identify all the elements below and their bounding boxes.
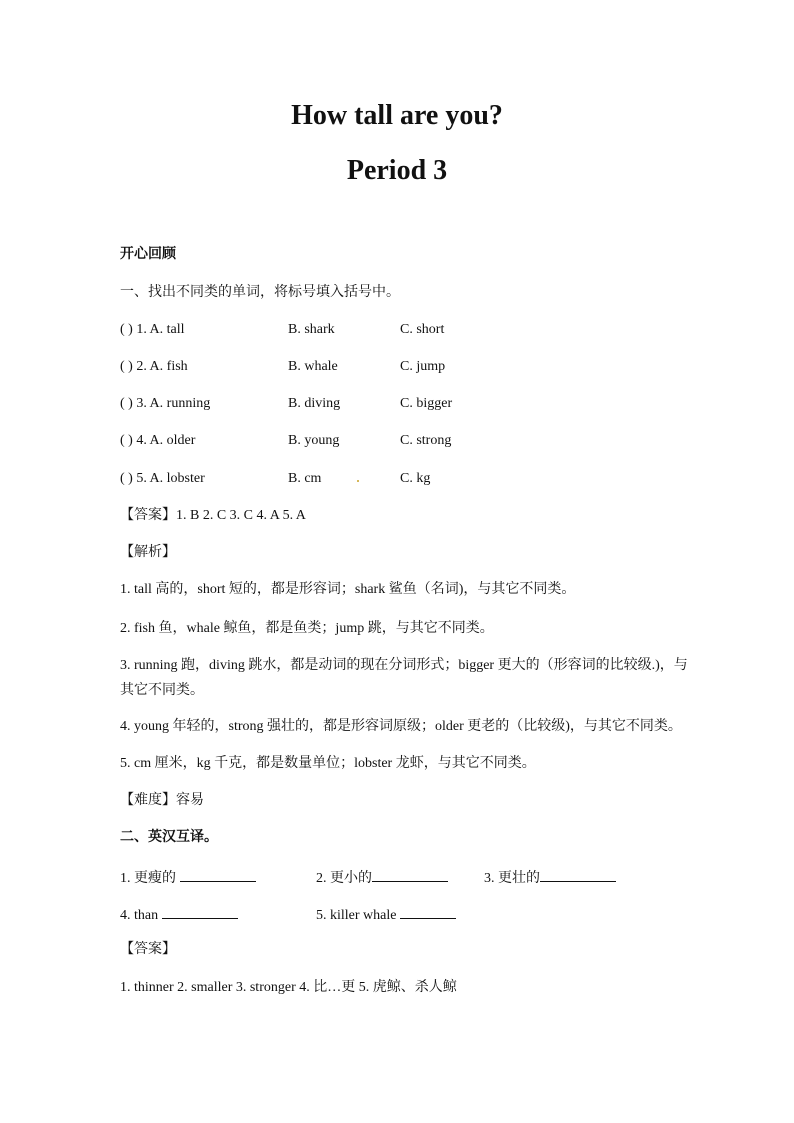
answer-2: 1. thinner 2. smaller 3. stronger 4. 比…更 5. 虎鲸、杀人鲸	[120, 980, 457, 995]
blank-line[interactable]	[162, 904, 238, 919]
translate-item-4: 4. than	[120, 904, 238, 925]
translate-item-1: 1. 更瘦的	[120, 867, 256, 888]
question-5-c: C. kg	[400, 471, 431, 486]
page-title: How tall are you?	[291, 100, 503, 131]
question-3-c: C. bigger	[400, 396, 453, 411]
answer-label-2: 【答案】	[120, 942, 176, 957]
question-2-c: C. jump	[400, 359, 446, 374]
blank-line[interactable]	[180, 867, 256, 882]
difficulty: 【难度】容易	[120, 793, 204, 808]
analysis-label: 【解析】	[120, 545, 176, 560]
question-3-b: B. diving	[288, 396, 341, 411]
blank-line[interactable]	[372, 867, 448, 882]
analysis-item-3: 3. running 跑，diving 跳水，都是动词的现在分词形式；bigger 更大的（形容词的比较级.)，与其它不同类。	[120, 658, 688, 698]
analysis-item-1: 1. tall 高的，short 短的，都是形容词；shark 鲨鱼（名词)，与其它不同类。	[120, 582, 576, 597]
question-1-c: C. short	[400, 322, 445, 337]
answer-1: 【答案】1. B 2. C 3. C 4. A 5. A	[120, 508, 306, 523]
analysis-item-2: 2. fish 鱼，whale 鲸鱼，都是鱼类；jump 跳，与其它不同类。	[120, 621, 494, 636]
analysis-item-4: 4. young 年轻的，strong 强壮的，都是形容词原级；older 更老的（比较级)，与其它不同类。	[120, 719, 682, 734]
question-3-a: ( ) 3. A. running	[120, 396, 211, 411]
section-heading-review: 开心回顾	[120, 247, 176, 262]
stray-dot	[357, 480, 359, 482]
translate-item-5: 5. killer whale	[316, 904, 456, 925]
question-1-b: B. shark	[288, 322, 335, 337]
translate-item-3: 3. 更壮的	[484, 867, 616, 888]
section-heading-translate: 二、英汉互译。	[120, 830, 218, 845]
question-5-a: ( ) 5. A. lobster	[120, 471, 205, 486]
question-5-b: B. cm	[288, 471, 322, 486]
blank-line[interactable]	[540, 867, 616, 882]
blank-line[interactable]	[400, 904, 456, 919]
question-4-a: ( ) 4. A. older	[120, 433, 196, 448]
question-4-c: C. strong	[400, 433, 452, 448]
page-subtitle: Period 3	[346, 155, 448, 186]
question-2-a: ( ) 2. A. fish	[120, 359, 188, 374]
question-1-a: ( ) 1. A. tall	[120, 322, 185, 337]
instruction-1: 一、找出不同类的单词，将标号填入括号中。	[120, 285, 400, 300]
analysis-item-5: 5. cm 厘米，kg 千克，都是数量单位；lobster 龙虾，与其它不同类。	[120, 756, 536, 771]
question-2-b: B. whale	[288, 359, 338, 374]
translate-item-2: 2. 更小的	[316, 867, 448, 888]
question-4-b: B. young	[288, 433, 340, 448]
